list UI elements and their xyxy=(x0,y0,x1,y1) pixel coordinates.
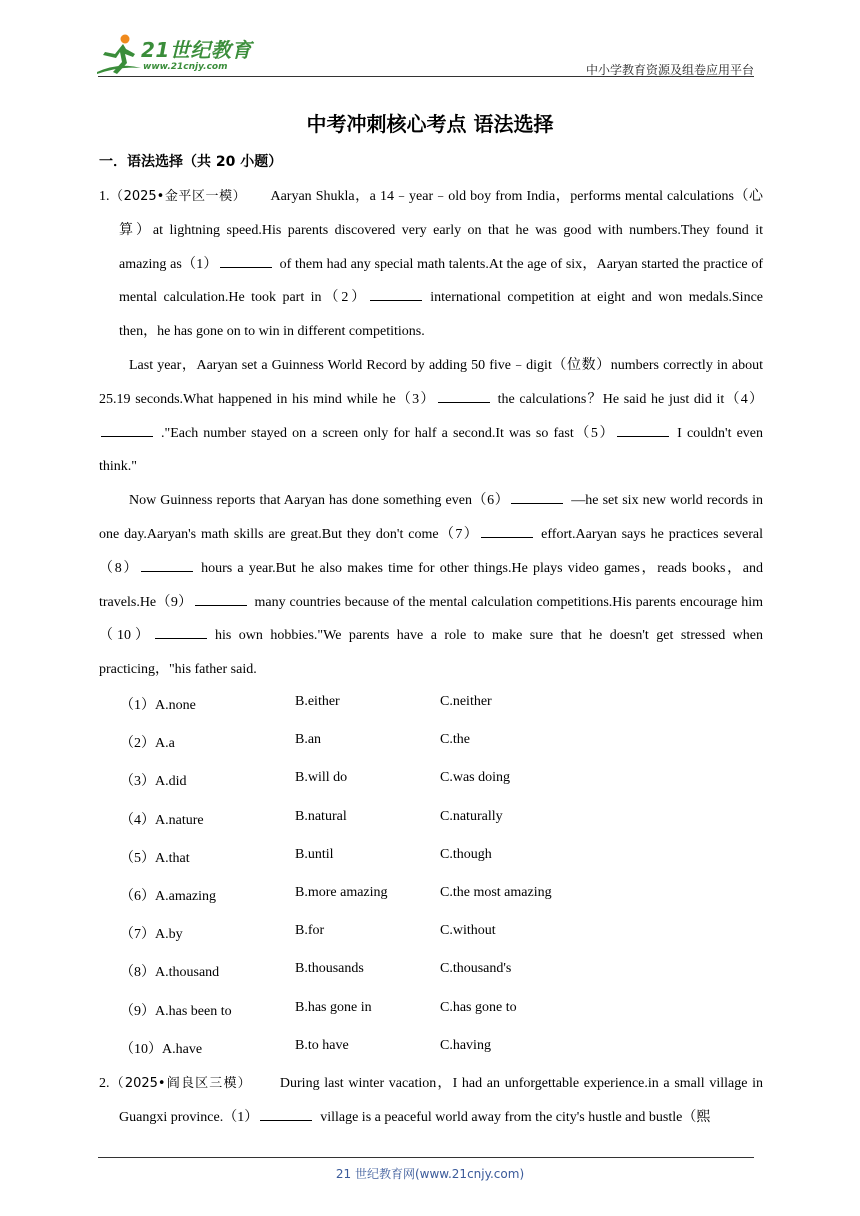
answer-blank xyxy=(438,388,490,403)
answer-blank xyxy=(195,591,247,606)
option-c[interactable]: C.naturally xyxy=(440,808,503,824)
option-b[interactable]: B.until xyxy=(295,846,334,862)
q2-text: village is a peaceful world away from the city's hustle and bustle（熙 xyxy=(320,1109,711,1125)
q1-text: I couldn't even think." xyxy=(99,425,764,475)
q1-text: of them had any special math talents.At the age of six，Aaryan started the practice of mental calculation.He took part in（2） xyxy=(119,256,763,306)
header-divider xyxy=(98,76,754,77)
option-a[interactable]: （5）A.that xyxy=(120,850,190,866)
answer-blank xyxy=(511,489,563,504)
option-c[interactable]: C.thousand's xyxy=(440,961,512,977)
option-b[interactable]: B.natural xyxy=(295,808,347,824)
header-platform-text: 中小学教育资源及组卷应用平台 xyxy=(585,63,754,77)
answer-blank xyxy=(155,624,207,639)
option-c[interactable]: C.without xyxy=(440,923,496,939)
footer-divider xyxy=(98,1157,754,1158)
q1-number: 1. xyxy=(99,189,110,204)
q2-source: （2025•阎良区三模） xyxy=(109,1076,252,1091)
question-1-passage xyxy=(99,180,763,687)
option-b[interactable]: B.for xyxy=(295,923,325,939)
option-b[interactable]: B.either xyxy=(295,694,340,709)
page-header xyxy=(0,0,860,80)
answer-blank xyxy=(260,1106,312,1121)
answer-blank xyxy=(481,523,533,538)
answer-blank xyxy=(617,422,669,437)
q1-source: （2025•金平区一模） xyxy=(109,189,247,204)
answer-blank xyxy=(220,253,272,268)
q1-paragraph-2 xyxy=(99,349,763,484)
answer-blank xyxy=(370,286,422,301)
page-title: 中考冲刺核心考点 语法选择 xyxy=(306,112,554,136)
q1-text: ."Each number stayed on a screen only for half a second.It was so fast（5） xyxy=(161,425,616,441)
option-c[interactable]: C.having xyxy=(440,1037,491,1053)
q2-number: 2. xyxy=(99,1076,110,1091)
option-c[interactable]: C.the xyxy=(440,732,470,748)
option-c[interactable]: C.though xyxy=(440,846,492,862)
option-b[interactable]: B.more amazing xyxy=(295,884,388,900)
option-a[interactable]: （7）A.by xyxy=(120,927,183,943)
brand-logo xyxy=(95,32,260,77)
option-a[interactable]: （1）A.none xyxy=(120,698,196,713)
q1-text: Last year，Aaryan set a Guinness World Record by adding 50 five﹣digit（位数）numbers correctly in about 25.19 seconds.What happened in his mind while he（3） xyxy=(99,357,763,407)
option-b[interactable]: B.has gone in xyxy=(295,999,372,1015)
option-a[interactable]: （6）A.amazing xyxy=(120,888,217,904)
q1-text: international competition at eight and won medals.Since then，he has gone on to win in different competitions. xyxy=(119,290,763,340)
option-c[interactable]: C.was doing xyxy=(440,770,510,786)
footer-link[interactable]: 21 世纪教育网(www.21cnjy.com) xyxy=(335,1167,525,1181)
option-c[interactable]: C.the most amazing xyxy=(440,884,552,900)
logo-text: 21世纪教育 xyxy=(141,38,252,62)
q1-text: effort.Aaryan says he practices several（8） xyxy=(99,526,763,576)
option-a[interactable]: （2）A.a xyxy=(120,736,175,752)
q1-text: the calculations？He said he just did it（4） xyxy=(497,391,763,407)
option-a[interactable]: （3）A.did xyxy=(120,774,187,790)
logo-url: www.21cnjy.com xyxy=(143,62,228,72)
runner-logo-icon xyxy=(95,32,143,77)
q1-text: hours a year.But he also makes time for other things.He plays video games，reads books，and travels.He（9） xyxy=(99,560,763,610)
option-b[interactable]: B.thousands xyxy=(295,961,364,977)
option-b[interactable]: B.will do xyxy=(295,770,348,786)
option-a[interactable]: （8）A.thousand xyxy=(120,965,220,981)
option-a[interactable]: （9）A.has been to xyxy=(120,1003,232,1019)
option-b[interactable]: B.an xyxy=(295,732,322,748)
q1-text: many countries because of the mental calculation competitions.His parents encourage him（10） xyxy=(99,594,763,644)
q1-paragraph-3 xyxy=(99,484,763,687)
option-b[interactable]: B.to have xyxy=(295,1037,349,1053)
q1-text: —he set six new world records in one day.Aaryan's math skills are great.But they don't come（7） xyxy=(99,493,763,542)
option-c[interactable]: C.has gone to xyxy=(440,999,517,1015)
option-a[interactable]: （4）A.nature xyxy=(120,812,204,828)
q2-paragraph-1 xyxy=(99,1067,763,1135)
q1-text: Aaryan Shukla，a 14﹣year﹣old boy from India，performs mental calculations（心算）at lightning speed.His parents discovered very early on that he was good with numbers.They found it amazing as（1） xyxy=(119,189,763,272)
q1-text: his own hobbies."We parents have a role to make sure that he doesn't get stressed when practicing，"his father said. xyxy=(99,628,764,678)
option-c[interactable]: C.neither xyxy=(440,694,492,709)
q1-text: Now Guinness reports that Aaryan has done something even（6） xyxy=(129,493,510,509)
q2-text: During last winter vacation，I had an unforgettable experience.in a small village in Guangxi province.（1） xyxy=(119,1076,763,1125)
question-2-passage xyxy=(99,1067,763,1135)
q1-paragraph-1 xyxy=(99,180,763,349)
answer-blank xyxy=(101,422,153,437)
option-a[interactable]: （10）A.have xyxy=(120,1041,203,1057)
answer-blank xyxy=(141,557,193,572)
section-heading: 一．语法选择（共 20 小题） xyxy=(99,154,283,170)
